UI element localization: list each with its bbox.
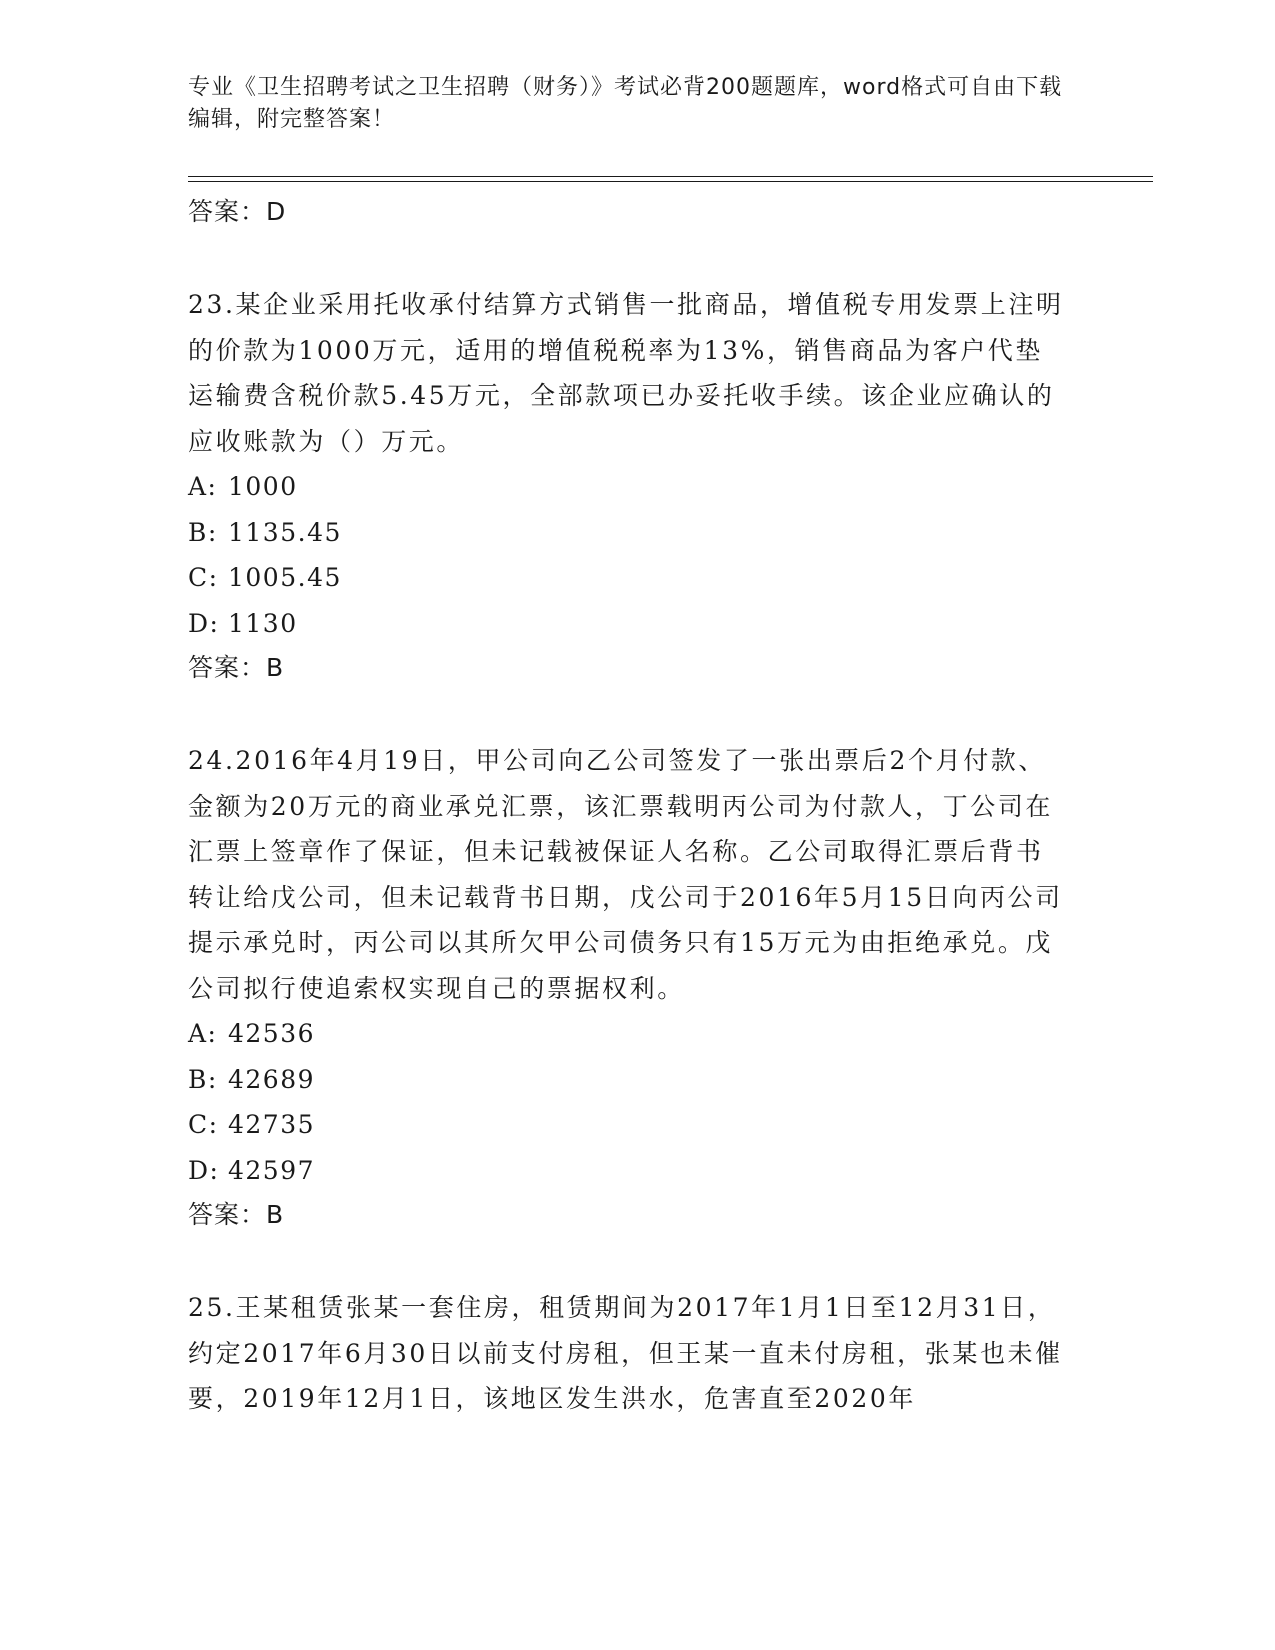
option-key: B: [188, 517, 218, 547]
question-23 [188, 282, 1068, 690]
option-c [188, 1102, 1068, 1148]
question-stem: 23.某企业采用托收承付结算方式销售一批商品，增值税专用发票上注明的价款为1000万元，适用的增值税税率为13%，销售商品为客户代垫运输费含税价款5.45万元，全部款项已办妥托收手续。该企业应确认的应收账款为（）万元。 [188, 290, 1064, 456]
option-text: 1135.45 [228, 517, 342, 547]
option-key: B: [188, 1064, 218, 1094]
option-key: C: [188, 1110, 219, 1139]
question-stem: 25.王某租赁张某一套住房，租赁期间为2017年1月1日至12月31日，约定2017年6月30日以前支付房租，但王某一直未付房租，张某也未催要，2019年12月1日，该地区发生洪水，危害直至2020年 [188, 1293, 1063, 1413]
question-25 [188, 1285, 1068, 1422]
answer-line: 答案：B [188, 653, 285, 682]
option-c [188, 555, 1068, 601]
option-a [188, 464, 1068, 510]
option-list [188, 464, 1068, 646]
header-divider-bottom [188, 181, 1153, 182]
option-text: 42536 [228, 1019, 316, 1048]
option-text: 42597 [228, 1155, 316, 1185]
option-d [188, 601, 1068, 647]
question-24 [188, 738, 1068, 1237]
answer-line: 答案：B [188, 1200, 285, 1229]
question-stem: 24.2016年4月19日，甲公司向乙公司签发了一张出票后2个月付款、金额为20万元的商业承兑汇票，该汇票载明丙公司为付款人，丁公司在汇票上签章作了保证，但未记载被保证人名称。乙公司取得汇票后背书转让给戊公司，但未记载背书日期，戊公司于2016年5月15日向丙公司提示承兑时，丙公司以其所欠甲公司债务只有15万元为由拒绝承兑。戊公司拟行使追索权实现自己的票据权利。 [188, 746, 1063, 1003]
option-key: D: [188, 1155, 220, 1185]
option-key: D: [188, 608, 220, 638]
option-d [188, 1148, 1068, 1194]
option-key: A: [188, 472, 218, 501]
option-text: 1000 [228, 472, 298, 501]
option-text: 42735 [228, 1110, 316, 1139]
option-key: A: [188, 1019, 218, 1048]
answer-line: 答案：D [188, 197, 287, 226]
document-body [188, 190, 1068, 1422]
option-key: C: [188, 563, 219, 592]
option-list [188, 1011, 1068, 1193]
option-text: 1005.45 [228, 563, 342, 592]
option-text: 1130 [228, 608, 298, 638]
option-a [188, 1011, 1068, 1057]
option-text: 42689 [228, 1064, 316, 1094]
header-divider-top [188, 176, 1153, 177]
option-b [188, 510, 1068, 556]
option-b [188, 1057, 1068, 1103]
document-header: 专业《卫生招聘考试之卫生招聘（财务）》考试必背200题题库，word格式可自由下载编辑，附完整答案！ [188, 75, 1063, 132]
